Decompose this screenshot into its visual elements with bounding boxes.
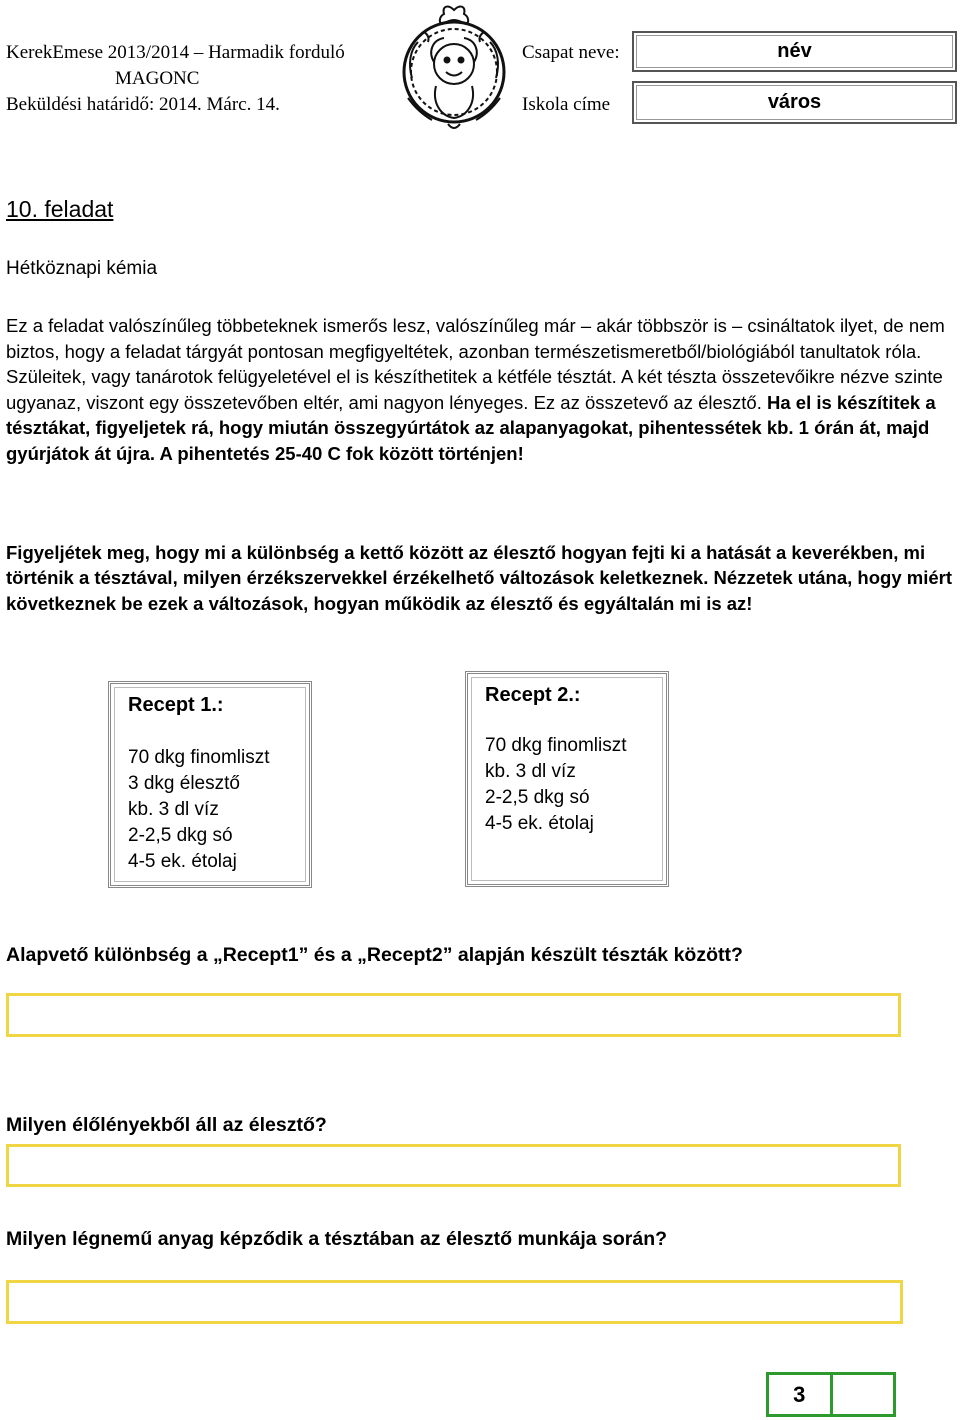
ingredient: kb. 3 dl víz (485, 761, 576, 782)
question-2: Milyen élőlényekből áll az élesztő? (6, 1114, 327, 1136)
answer-field-2[interactable] (6, 1144, 901, 1187)
kerekemese-logo (388, 2, 520, 138)
question-1: Alapvető különbség a „Recept1” és a „Recept2” alapján készült tészták között? (6, 944, 743, 966)
answer-field-3[interactable] (6, 1280, 903, 1324)
team-name-label: Csapat neve: (522, 42, 620, 63)
competition-title: KerekEmese 2013/2014 – Harmadik forduló (6, 42, 345, 63)
ingredient: 4-5 ek. étolaj (128, 851, 237, 872)
recipe-1-title: Recept 1.: (128, 694, 224, 716)
question-3: Milyen légnemű anyag képződik a tésztában az élesztő munkája során? (6, 1228, 668, 1250)
page-number: 3 (793, 1381, 806, 1407)
ingredient: 2-2,5 dkg só (128, 825, 233, 846)
task-observation: Figyeljétek meg, hogy mi a különbség a kettő között az élesztő hogyan fejti ki a hatását a keverékben, mi történik a tésztával, milyen érzékszervekkel érzékelhető változások keletkeznek. Nézzetek utána, hogy miért következnek be ezek a változások, hogyan működik az élesztő és egyáltalán mi is az! (6, 542, 952, 614)
ingredient: kb. 3 dl víz (128, 799, 219, 820)
recipe-1-box (108, 681, 312, 888)
ingredient: 3 dkg élesztő (128, 773, 240, 794)
task-subtitle: Hétköznapi kémia (6, 258, 158, 279)
page-number-box (766, 1372, 896, 1417)
task-intro: Ez a feladat valószínűleg többeteknek ismerős lesz, valószínűleg már – akár többször is – csináltatok ilyet, de nem biztos, hogy a feladat tárgyát pontosan megfigyeltétek, azonban természetismeretből/biológiából tanultatok róla. Szüleitek, vagy tanárotok felügyeletével el is készíthetitek a kétféle tésztát. A két tészta összetevőikre nézve szinte ugyanaz, viszont egy összetevőben eltér, ami nagyon lényeges. Ez az összetevő az élesztő. (6, 315, 945, 413)
recipe-2-title: Recept 2.: (485, 684, 581, 706)
deadline: Beküldési határidő: 2014. Márc. 14. (6, 94, 280, 115)
team-name-field[interactable]: név (632, 31, 957, 72)
ingredient: 70 dkg finomliszt (128, 747, 270, 768)
ingredient: 2-2,5 dkg só (485, 787, 590, 808)
task-title: 10. feladat (6, 196, 114, 222)
recipe-1-ingredients (128, 745, 309, 875)
school-label: Iskola címe (522, 94, 611, 115)
score-field[interactable] (830, 1375, 894, 1414)
school-field[interactable]: város (632, 81, 957, 124)
task-description (6, 313, 956, 466)
task-instructions: Ha el is készítitek a tésztákat, figyeljetek rá, hogy miután összegyúrtátok az alapanyagokat, pihentessétek kb. 1 órán át, majd gyúrjátok át újra. A pihentetés 25-40 C fok között történjen! (6, 391, 936, 464)
org-name: MAGONC (115, 68, 200, 89)
answer-field-1[interactable] (6, 993, 901, 1037)
recipe-2-box (465, 671, 669, 887)
recipe-2-ingredients (485, 733, 666, 837)
ingredient: 70 dkg finomliszt (485, 735, 627, 756)
ingredient: 4-5 ek. étolaj (485, 813, 594, 834)
